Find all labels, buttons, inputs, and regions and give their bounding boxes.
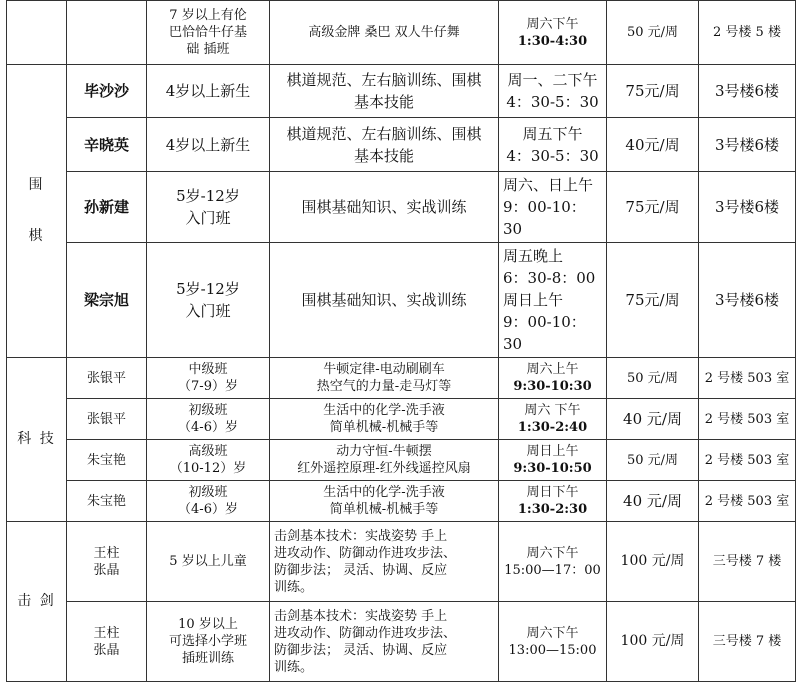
level-cell: 10 岁以上 可选择小学班 插班训练 (147, 602, 270, 682)
room-cell: 3号楼6楼 (699, 118, 796, 172)
content-cell: 生活中的化学-洗手液 简单机械-机械手等 (270, 481, 499, 522)
table-row (7, 172, 796, 243)
time-cell: 周日下午 1:30-2:30 (499, 481, 607, 522)
content-cell: 高级金牌 桑巴 双人牛仔舞 (270, 1, 499, 65)
fee-cell: 75元/周 (607, 172, 699, 243)
teacher-cell: 辛晓英 (67, 118, 147, 172)
room-cell: 三号楼 7 楼 (699, 522, 796, 602)
content-cell: 击剑基本技术：实战姿势 手上 进攻动作、防御动作进攻步法、 防御步法； 灵活、协调、反应 训练。 (270, 602, 499, 682)
content-cell: 棋道规范、左右脑训练、围棋 基本技能 (270, 118, 499, 172)
teacher-cell: 王柱 张晶 (67, 522, 147, 602)
time-cell: 周五晚上 6：30-8：00 周日上午 9：00-10：30 (499, 243, 607, 358)
fee-cell: 75元/周 (607, 65, 699, 118)
level-cell: 4岁以上新生 (147, 65, 270, 118)
category-cell: 击 剑 (7, 522, 67, 682)
time-cell: 周日上午 9:30-10:50 (499, 440, 607, 481)
level-cell: 5岁-12岁 入门班 (147, 243, 270, 358)
time-cell: 周五下午 4：30-5：30 (499, 118, 607, 172)
content-cell: 围棋基础知识、实战训练 (270, 243, 499, 358)
fee-cell: 50 元/周 (607, 440, 699, 481)
time-cell: 周六下午 13:00—15:00 (499, 602, 607, 682)
category-cell: 科 技 (7, 358, 67, 522)
schedule-table (6, 0, 796, 682)
room-cell: 3号楼6楼 (699, 65, 796, 118)
time-cell: 周六 下午 1:30-2:40 (499, 399, 607, 440)
room-cell: 2 号楼 503 室 (699, 481, 796, 522)
content-cell: 牛顿定律-电动刷刷车 热空气的力量-走马灯等 (270, 358, 499, 399)
table-row (7, 399, 796, 440)
table-row (7, 243, 796, 358)
category-cell: 围 棋 (7, 65, 67, 358)
room-cell: 2 号楼 503 室 (699, 358, 796, 399)
level-cell: 高级班 （10-12）岁 (147, 440, 270, 481)
fee-cell: 40元/周 (607, 118, 699, 172)
fee-cell: 100 元/周 (607, 522, 699, 602)
teacher-cell: 王柱 张晶 (67, 602, 147, 682)
table-row (7, 1, 796, 65)
level-cell: 初级班 （4-6）岁 (147, 481, 270, 522)
room-cell: 三号楼 7 楼 (699, 602, 796, 682)
level-cell: 5 岁以上儿童 (147, 522, 270, 602)
fee-cell: 100 元/周 (607, 602, 699, 682)
time-cell: 周六下午 1:30-4:30 (499, 1, 607, 65)
category-cell (7, 1, 67, 65)
table-row (7, 440, 796, 481)
content-cell: 生活中的化学-洗手液 简单机械-机械手等 (270, 399, 499, 440)
time-cell: 周六上午 9:30-10:30 (499, 358, 607, 399)
teacher-cell: 梁宗旭 (67, 243, 147, 358)
teacher-cell: 孙新建 (67, 172, 147, 243)
level-cell: 初级班 （4-6）岁 (147, 399, 270, 440)
time-cell: 周六下午 15:00—17：00 (499, 522, 607, 602)
table-row (7, 65, 796, 118)
table-row (7, 602, 796, 682)
room-cell: 2 号楼 5 楼 (699, 1, 796, 65)
teacher-cell: 朱宝艳 (67, 481, 147, 522)
room-cell: 2 号楼 503 室 (699, 399, 796, 440)
time-cell: 周一、二下午 4：30-5：30 (499, 65, 607, 118)
level-cell: 中级班 （7-9）岁 (147, 358, 270, 399)
teacher-cell: 毕沙沙 (67, 65, 147, 118)
fee-cell: 40 元/周 (607, 399, 699, 440)
fee-cell: 40 元/周 (607, 481, 699, 522)
content-cell: 动力守恒-牛顿摆 红外遥控原理-红外线遥控风扇 (270, 440, 499, 481)
room-cell: 3号楼6楼 (699, 172, 796, 243)
fee-cell: 75元/周 (607, 243, 699, 358)
fee-cell: 50 元/周 (607, 1, 699, 65)
teacher-cell (67, 1, 147, 65)
teacher-cell: 张银平 (67, 358, 147, 399)
table-row (7, 118, 796, 172)
table-row (7, 481, 796, 522)
teacher-cell: 张银平 (67, 399, 147, 440)
table-row (7, 358, 796, 399)
level-cell: 7 岁以上有伦 巴恰恰牛仔基 础 插班 (147, 1, 270, 65)
level-cell: 5岁-12岁 入门班 (147, 172, 270, 243)
content-cell: 击剑基本技术：实战姿势 手上 进攻动作、防御动作进攻步法、 防御步法； 灵活、协调、反应 训练。 (270, 522, 499, 602)
fee-cell: 50 元/周 (607, 358, 699, 399)
teacher-cell: 朱宝艳 (67, 440, 147, 481)
room-cell: 2 号楼 503 室 (699, 440, 796, 481)
level-cell: 4岁以上新生 (147, 118, 270, 172)
content-cell: 围棋基础知识、实战训练 (270, 172, 499, 243)
time-cell: 周六、日上午 9：00-10：30 (499, 172, 607, 243)
room-cell: 3号楼6楼 (699, 243, 796, 358)
table-row (7, 522, 796, 602)
content-cell: 棋道规范、左右脑训练、围棋 基本技能 (270, 65, 499, 118)
